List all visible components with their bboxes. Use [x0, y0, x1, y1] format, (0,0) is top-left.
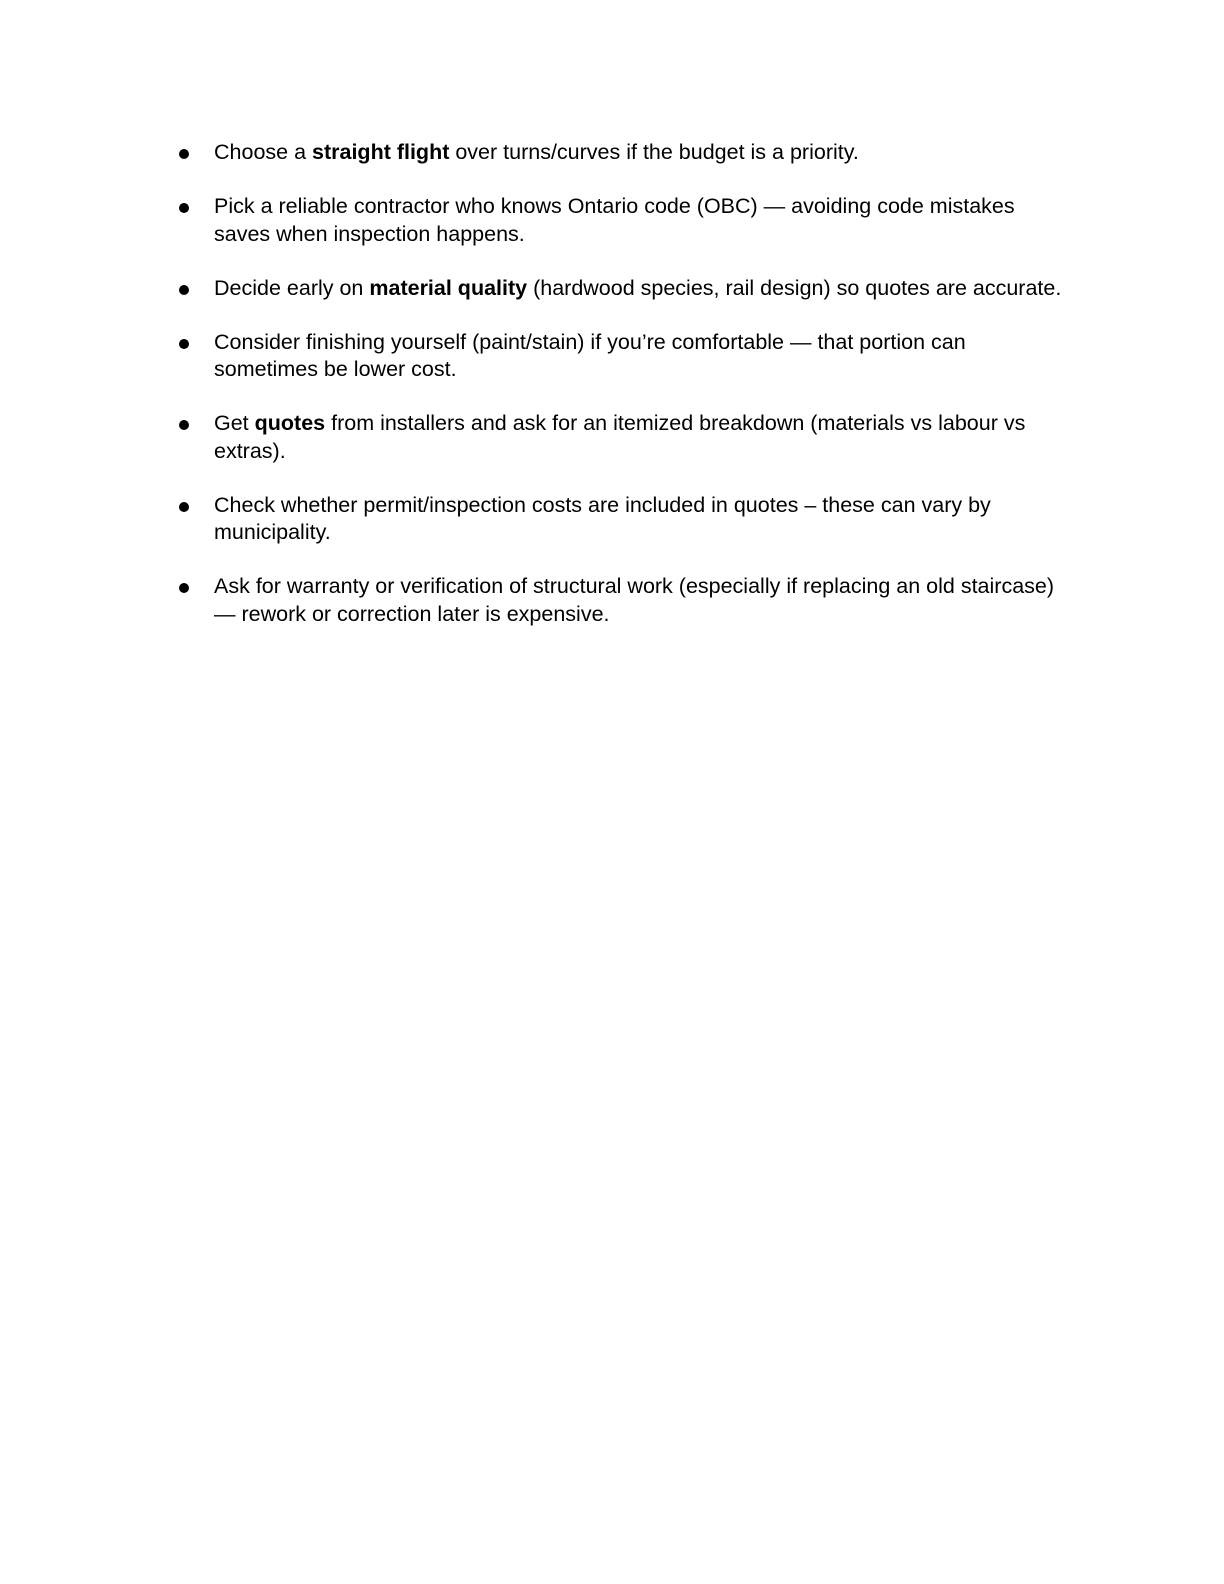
tip-text: Pick a reliable contractor who knows Ontario code (OBC) — avoiding code mistakes saves when inspection happens.	[214, 194, 1015, 246]
tip-text: Check whether permit/inspection costs are included in quotes – these can vary by municipality.	[214, 492, 991, 544]
list-item	[175, 275, 1075, 303]
bullet-icon	[179, 203, 189, 213]
tip-text: Ask for warranty or verification of structural work (especially if replacing an old staircase) — rework or correction later is expensive.	[214, 574, 1055, 626]
tip-text: Consider finishing yourself (paint/stain) if you’re comfortable — that portion can sometimes be lower cost.	[214, 329, 966, 381]
list-item	[175, 329, 1075, 384]
list-item	[175, 573, 1075, 628]
bullet-icon	[179, 583, 189, 593]
bold-phrase: straight flight	[312, 140, 450, 164]
bullet-icon	[179, 285, 189, 295]
bullet-icon	[179, 339, 189, 349]
list-item	[175, 492, 1075, 547]
bold-phrase: quotes	[254, 411, 326, 435]
list-item	[175, 193, 1075, 248]
list-item	[175, 139, 1075, 167]
bullet-icon	[179, 149, 189, 159]
list-item	[175, 410, 1075, 465]
tips-bullet-list	[175, 139, 1075, 655]
bold-phrase: material quality	[369, 275, 528, 300]
tip-text: Decide early on material quality (hardwood species, rail design) so quotes are accurate.	[214, 275, 1062, 300]
tip-text: Get quotes from installers and ask for an itemized breakdown (materials vs labour vs extras).	[214, 411, 1026, 463]
tip-text: Choose a straight flight over turns/curves if the budget is a priority.	[214, 140, 859, 164]
bullet-icon	[179, 420, 189, 430]
bullet-icon	[179, 502, 189, 512]
